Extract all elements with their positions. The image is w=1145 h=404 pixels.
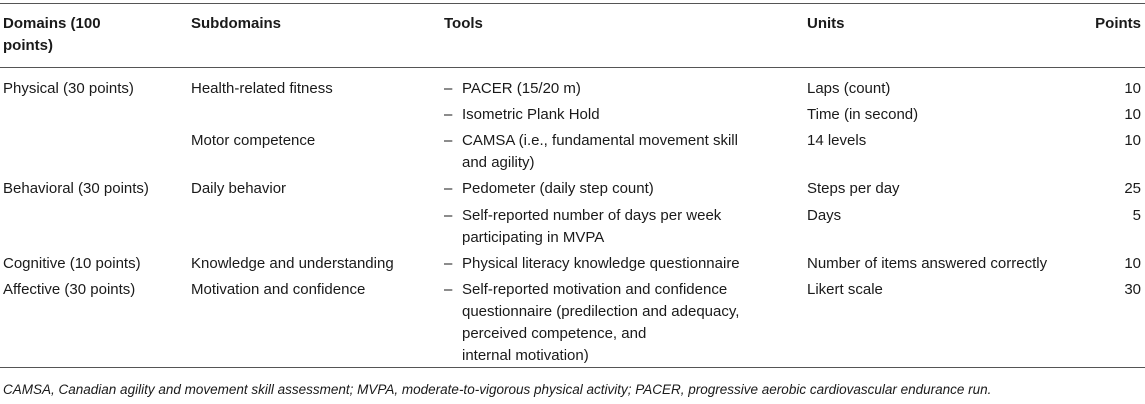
points-cell: 10 (1124, 80, 1141, 97)
header-points: Points (1095, 15, 1141, 32)
tool-text: Isometric Plank Hold (462, 106, 600, 123)
subdomain-cell: Motor competence (191, 132, 316, 149)
dash-marker: – (444, 106, 453, 123)
tool-text: participating in MVPA (462, 229, 605, 246)
tool-text: Self-reported motivation and confidence (462, 281, 728, 298)
table-bottom-rule (0, 367, 1145, 368)
unit-cell: Time (in second) (807, 106, 919, 123)
dash-marker: – (444, 132, 453, 149)
points-cell: 10 (1124, 106, 1141, 123)
points-cell: 5 (1132, 207, 1141, 224)
header-domains-line2: points) (3, 37, 53, 54)
tool-text: internal motivation) (462, 347, 589, 364)
dash-marker: – (444, 281, 453, 298)
tool-text: and agility) (462, 154, 535, 171)
domain-cell: Affective (30 points) (3, 281, 136, 298)
subdomain-cell: Motivation and confidence (191, 281, 366, 298)
header-units: Units (807, 15, 845, 32)
tool-text: Physical literacy knowledge questionnaire (462, 255, 740, 272)
points-cell: 10 (1124, 255, 1141, 272)
unit-cell: Laps (count) (807, 80, 891, 97)
domain-cell: Cognitive (10 points) (3, 255, 141, 272)
header-bottom-rule (0, 67, 1145, 68)
unit-cell: Steps per day (807, 180, 900, 197)
points-cell: 30 (1124, 281, 1141, 298)
unit-cell: Number of items answered correctly (807, 255, 1048, 272)
header-domains-line1: Domains (100 (3, 15, 101, 32)
tool-text: perceived competence, and (462, 325, 647, 342)
subdomain-cell: Health-related fitness (191, 80, 333, 97)
table-top-rule (0, 3, 1145, 4)
domain-cell: Physical (30 points) (3, 80, 134, 97)
points-cell: 10 (1124, 132, 1141, 149)
tool-text: CAMSA (i.e., fundamental movement skill (462, 132, 738, 149)
dash-marker: – (444, 207, 453, 224)
table-footnote: CAMSA, Canadian agility and movement skill assessment; MVPA, moderate-to-vigorous physical activity; PACER, progressive aerobic cardiovascular endurance run. (3, 382, 992, 397)
tool-text: Self-reported number of days per week (462, 207, 722, 224)
header-tools: Tools (444, 15, 483, 32)
points-cell: 25 (1124, 180, 1141, 197)
dash-marker: – (444, 255, 453, 272)
tool-text: Pedometer (daily step count) (462, 180, 654, 197)
subdomain-cell: Daily behavior (191, 180, 287, 197)
tool-text: PACER (15/20 m) (462, 80, 581, 97)
unit-cell: Likert scale (807, 281, 883, 298)
unit-cell: Days (807, 207, 842, 224)
dash-marker: – (444, 80, 453, 97)
dash-marker: – (444, 180, 453, 197)
unit-cell: 14 levels (807, 132, 867, 149)
domain-cell: Behavioral (30 points) (3, 180, 149, 197)
subdomain-cell: Knowledge and understanding (191, 255, 394, 272)
tool-text: questionnaire (predilection and adequacy, (462, 303, 740, 320)
header-subdomains: Subdomains (191, 15, 282, 32)
